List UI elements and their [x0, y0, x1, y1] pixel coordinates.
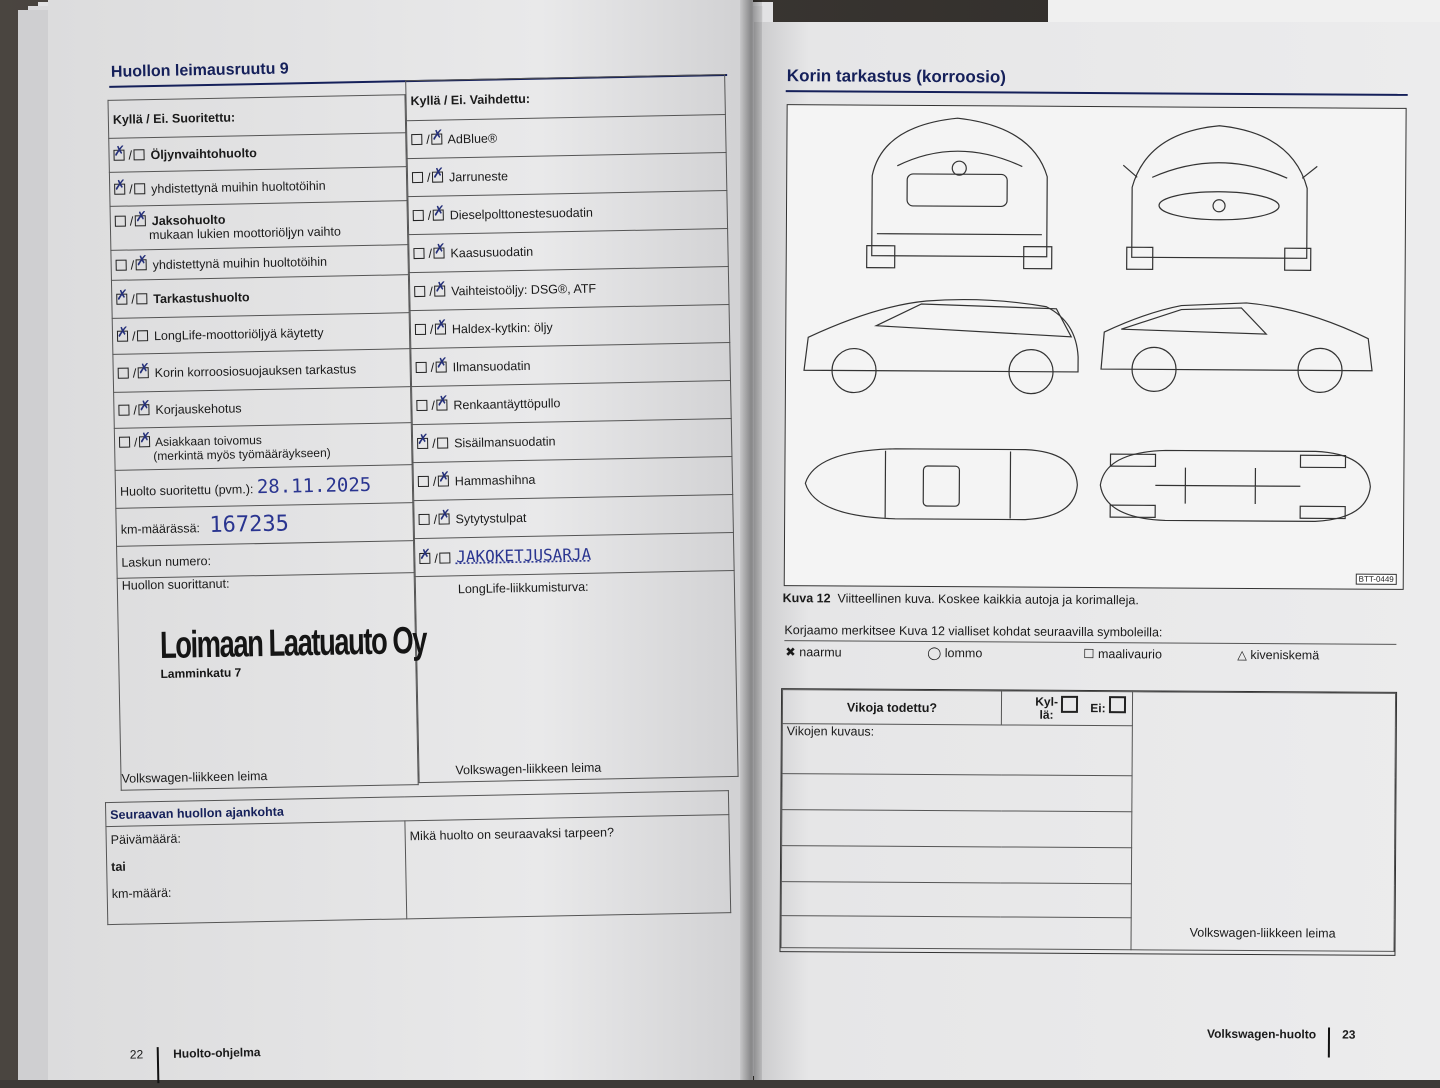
defects-found-label: Vikoja todettu? [782, 690, 1001, 725]
item-label: Dieselpolttonestesuodatin [449, 205, 593, 222]
yes-label: Kyl- [1035, 694, 1059, 709]
right-footer [1207, 1027, 1356, 1058]
mark-stonechip [1237, 647, 1319, 662]
car-outlines [785, 105, 1406, 589]
cross-icon: ✖ [785, 645, 796, 660]
checklist-row[interactable]: ✗/ yhdistettynä muihin huoltotöihin [109, 167, 407, 207]
item-label: Öljynvaihtohuolto [150, 145, 257, 162]
mark-label: naarmu [799, 645, 842, 660]
page-number: 23 [1342, 1027, 1356, 1042]
checklist-row[interactable]: /✗ yhdistettynä muihin huoltotöihin [111, 245, 409, 281]
header-replaced: Kyllä / Ei. Vaihdettu: [406, 75, 726, 121]
page-number: 22 [129, 1047, 144, 1062]
desc-line[interactable] [782, 810, 1132, 848]
square-icon: ☐ [1083, 646, 1095, 662]
figure-caption [783, 591, 1139, 607]
checklist-row[interactable]: /✗ Jarruneste [407, 153, 727, 197]
item-label: Korjauskehotus [155, 400, 242, 417]
footer-title: Huolto-ohjelma [173, 1045, 261, 1061]
no-label: Ei: [1090, 700, 1106, 715]
item-label: Jaksohuolto [151, 212, 226, 228]
item-label: Jarruneste [448, 168, 509, 184]
checklist-row[interactable]: /✗ Korjauskehotus [114, 387, 412, 429]
stamp-cell[interactable] [1131, 692, 1396, 952]
triangle-icon: △ [1237, 647, 1247, 662]
car-front-view [1123, 125, 1318, 270]
item-label: Sisäilmansuodatin [453, 433, 556, 450]
invoice-label: Laskun numero: [121, 553, 212, 570]
item-label: yhdistettynä muihin huoltotöihin [152, 254, 328, 272]
page-title: Korin tarkastus (korroosio) [786, 66, 1007, 87]
car-diagram [784, 104, 1407, 590]
done-date-label: Huolto suoritettu (pvm.): [119, 481, 254, 499]
item-label: Korin korroosiosuojauksen tarkastus [154, 361, 357, 380]
title-rule [786, 90, 1408, 96]
item-label: LongLife-moottoriöljyä käytetty [153, 325, 324, 343]
checklist-row[interactable]: /✗ Korin korroosiosuojauksen tarkastus [113, 349, 411, 393]
km-label: km-määrässä: [120, 521, 201, 537]
checklist-row[interactable]: /✗ Dieselpolttonestesuodatin [408, 191, 728, 235]
caption-label: Kuva 12 [782, 591, 831, 606]
item-label: Tarkastushuolto [153, 289, 250, 306]
checklist-row[interactable]: /✗ Haldex-kytkin: öljy [410, 305, 730, 349]
item-label: Vaihteistoöljy: DSG®, ATF [451, 281, 597, 298]
longlife-label: LongLife-liikkumisturva: [457, 579, 589, 597]
checklist-row[interactable]: /✗ Jaksohuolto mukaan lukien moottoriöljyn vaihto [110, 201, 408, 251]
km-next-label: km-määrä: [111, 885, 172, 901]
car-top-view [805, 448, 1077, 520]
or-label: tai [111, 859, 126, 874]
checklist-row[interactable]: /✗ Vaihteistoöljy: DSG®, ATF [409, 267, 729, 311]
desc-line[interactable] [781, 916, 1131, 950]
checklist-row[interactable]: /✗ AdBlue® [406, 115, 726, 159]
next-service-title: Seuraavan huollon ajankohta [105, 791, 728, 827]
stamp-label: Volkswagen-liikkeen leima [1189, 925, 1336, 941]
page-title: Huollon leimausruutu 9 [110, 60, 289, 81]
checklist-row[interactable]: /✗ Asiakkaan toivomus (merkintä myös työmääräykseen) [114, 423, 412, 471]
checklist-row[interactable]: ✗/ Öljynvaihtohuolto [109, 133, 407, 173]
mark-label: maalivaurio [1097, 647, 1162, 662]
desc-line[interactable] [782, 774, 1132, 812]
handwritten-item[interactable]: JAKOKETJUSARJA [456, 544, 592, 567]
marks-rule [784, 640, 1396, 645]
dealer-stamp: Loimaan Laatuauto Oy [159, 619, 427, 668]
checklist-row[interactable]: /✗ Kaasusuodatin [409, 229, 729, 273]
checklist-row[interactable]: /✗ Renkaantäyttöpullo [412, 381, 732, 425]
figure-tag: BTT-0449 [1356, 574, 1397, 585]
item-sublabel: mukaan lukien moottoriöljyn vaihto [148, 223, 341, 242]
item-label: Hammashihna [454, 472, 536, 488]
item-label: Haldex-kytkin: öljy [451, 319, 553, 336]
item-label: AdBlue® [447, 130, 498, 146]
mark-paint [1083, 646, 1162, 661]
item-label: yhdistettynä muihin huoltotöihin [151, 178, 326, 196]
yes-no-cell[interactable] [1001, 691, 1132, 726]
circle-icon: ◯ [927, 646, 942, 661]
defects-desc-cell[interactable] [782, 724, 1132, 776]
car-side-view-hatch [1101, 302, 1373, 393]
defects-table [781, 689, 1397, 952]
item-label: Kaasusuodatin [450, 244, 534, 260]
checkbox-defects-yes[interactable] [1061, 695, 1078, 712]
marks-intro: Korjaamo merkitsee Kuva 12 vialliset kohdat seuraavilla symboleilla: [784, 623, 1163, 640]
dealer-stamp-address: Lamminkatu 7 [160, 665, 242, 682]
item-label: Ilmansuodatin [452, 358, 531, 374]
header-performed: Kyllä / Ei. Suoritettu: [108, 95, 406, 139]
performed-by-label: Huollon suorittanut: [121, 576, 230, 593]
mark-dent [927, 645, 982, 660]
mark-label: kiveniskemä [1250, 647, 1320, 663]
caption-text: Viitteellinen kuva. Koskee kaikkia autoja ja korimalleja. [837, 591, 1139, 608]
checklist-row[interactable]: /✗ Hammashihna [413, 456, 733, 500]
stamp-label: Volkswagen-liikkeen leima [121, 768, 268, 786]
car-underbody-view [1100, 450, 1370, 522]
stamp-label: Volkswagen-liikkeen leima [455, 760, 602, 778]
checklist-row[interactable]: ✗/ Tarkastushuolto [111, 275, 409, 319]
checklist-row[interactable]: /✗ Ilmansuodatin [411, 343, 731, 387]
item-sublabel: (merkintä myös työmääräykseen) [153, 445, 331, 463]
mark-label: lommo [944, 646, 983, 661]
footer-title: Volkswagen-huolto [1206, 1026, 1317, 1042]
done-date-value[interactable]: 28.11.2025 [256, 473, 372, 498]
date-label: Päivämäärä: [110, 831, 182, 847]
desc-line[interactable] [781, 882, 1131, 918]
item-label: Sytytystulpat [455, 510, 527, 526]
mark-scratch [785, 644, 841, 659]
car-side-view [804, 299, 1079, 394]
defects-desc-label: Vikojen kuvaus: [786, 724, 875, 739]
checklist-row[interactable]: /✗ Sytytystulpat [414, 494, 734, 538]
checklist-row[interactable]: ✗/ JAKOKETJUSARJA [414, 532, 734, 576]
checkbox-defects-no[interactable] [1109, 696, 1126, 713]
yes-label-2: lä: [1039, 707, 1054, 722]
next-question: Mikä huolto on seuraavaksi tarpeen? [409, 825, 615, 844]
item-label: Renkaantäyttöpullo [453, 395, 561, 412]
defects-box [779, 688, 1397, 956]
checklist-row[interactable]: ✗/ Sisäilmansuodatin [412, 419, 732, 463]
car-rear-view [867, 118, 1053, 269]
checklist-row[interactable]: ✗/ LongLife-moottoriöljyä käytetty [112, 313, 410, 355]
item-label: Asiakkaan toivomus [154, 432, 262, 449]
desc-line[interactable] [781, 846, 1131, 884]
km-value[interactable]: 167235 [209, 511, 290, 539]
